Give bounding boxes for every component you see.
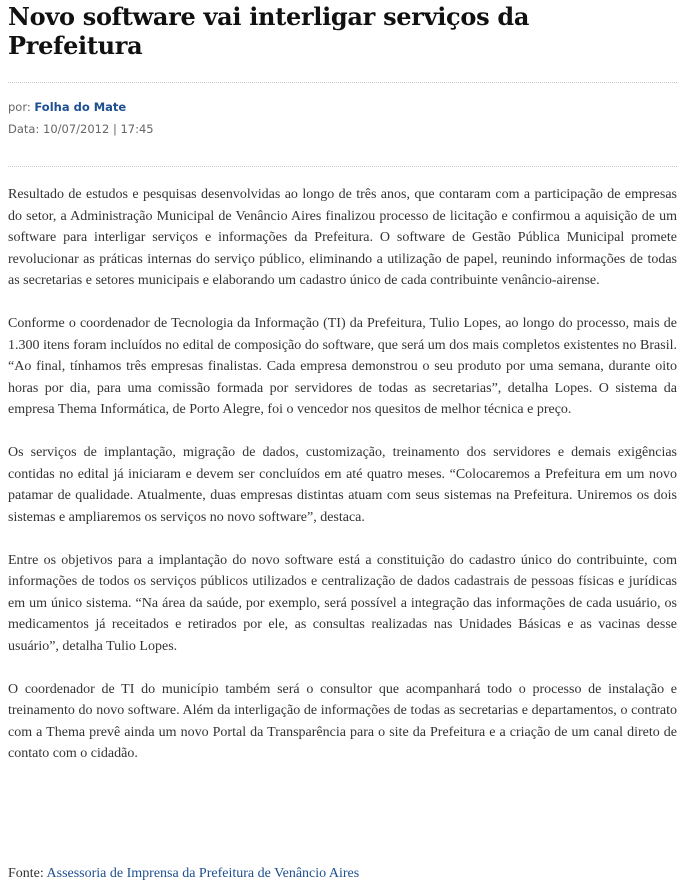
paragraph-1: Resultado de estudos e pesquisas desenvolvidas ao longo de três anos, que contaram com a participação de empresas do setor, a Administração Municipal de Venâncio Aires finalizou processo de licitação e confirmou a aquisição de um software para interligar serviços e informações da Prefeitura. O software de Gestão Pública Municipal promete revolucionar as práticas internas do serviço público, eliminando a utilização de papel, reunindo informações de todas as secretarias e setores municipais e elaborando um cadastro único de cada contribuinte venâncio-airense. — [8, 187, 677, 288]
author-link[interactable]: Folha do Mate — [34, 100, 127, 114]
paragraph-2: Conforme o coordenador de Tecnologia da Informação (TI) da Prefeitura, Tulio Lopes, ao longo do processo, mais de 1.300 itens foram incluídos no edital de composição do software, que será um dos mais completos existentes no Brasil. “Ao final, tínhamos três empresas finalistas. Cada empresa demonstrou o seu produto por uma semana, durante oito horas por dia, para uma comissão formada por servidores de todas as secretarias”, detalha Lopes. O sistema da empresa Thema Informática, de Porto Alegre, foi o vencedor nos quesitos de melhor técnica e preço. — [8, 316, 677, 417]
byline — [8, 100, 126, 114]
paragraph-4: Entre os objetivos para a implantação do novo software está a constituição do cadastro único do contribuinte, com informações de todos os serviços públicos utilizados e centralização de dados cadastrais de pessoas físicas e jurídicas em um único sistema. “Na área da saúde, por exemplo, será possível a integração das informações de cada usuário, os medicamentos já receitados e retirados por ele, as consultas realizadas nas Unidades Básicas e as vacinas desse usuário”, detalha Tulio Lopes. — [8, 552, 677, 654]
meta-divider — [8, 166, 677, 167]
date-label: Data: — [8, 122, 40, 136]
source-line — [8, 864, 359, 884]
date-value: 10/07/2012 | 17:45 — [43, 122, 154, 136]
article-title: Novo software vai interligar serviços da Prefeitura — [8, 2, 530, 60]
article-body — [8, 184, 677, 786]
source-label: Fonte: — [8, 866, 44, 881]
paragraph-5: O coordenador de TI do município também será o consultor que acompanhará todo o processo de instalação e treinamento do novo software. Além da interligação de informações de todas as secretarias e departamentos, o contrato com a Thema prevê ainda um novo Portal da Transparência para o site da Prefeitura e a criação de um canal direto de contato com o cidadão. — [8, 681, 677, 761]
paragraph-3: Os serviços de implantação, migração de dados, customização, treinamento dos servidores e demais exigências contidas no edital já iniciaram e devem ser concluídos em até quatro meses. “Colocaremos a Prefeitura em um novo patamar de qualidade. Atualmente, duas empresas distintas atuam com seus sistemas na Prefeitura. Uniremos os dois sistemas e ampliaremos os serviços no novo software”, destaca. — [8, 445, 677, 525]
source-link[interactable]: Assessoria de Imprensa da Prefeitura de Venâncio Aires — [46, 866, 360, 881]
dateline — [8, 122, 154, 136]
byline-prefix: por: — [8, 100, 31, 114]
title-divider — [8, 82, 677, 83]
